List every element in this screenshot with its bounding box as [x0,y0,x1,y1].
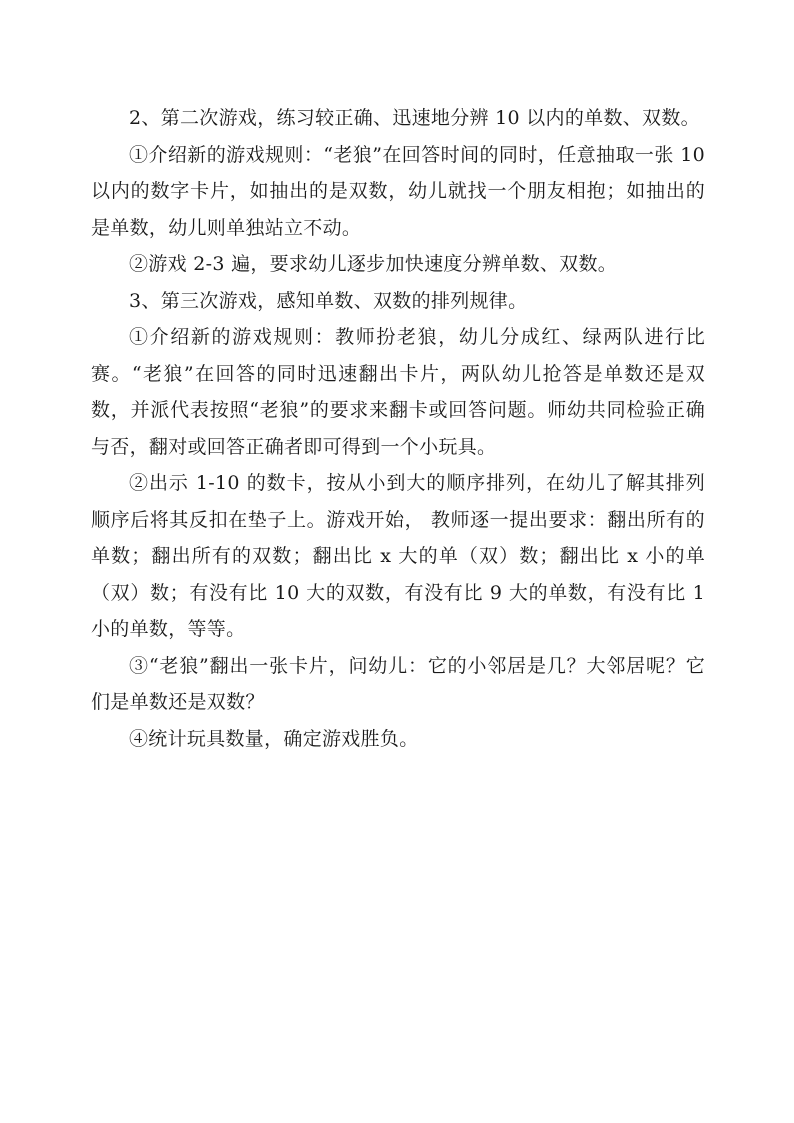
paragraph-second-game: 2、第二次游戏，练习较正确、迅速地分辨 10 以内的单数、双数。 [129,107,700,129]
document-body [91,100,705,757]
paragraph-repeat-game: ②游戏 2-3 遍，要求幼儿逐步加快速度分辨单数、双数。 [129,253,618,275]
paragraph-neighbors: ③“老狼”翻出一张卡片，问幼儿：它的小邻居是几？大邻居呢？它们是单数还是双数？ [91,654,705,713]
paragraph-rule-1: ①介绍新的游戏规则：“老狼”在回答时间的同时，任意抽取一张 10 以内的数字卡片，如抽出的是双数，幼儿就找一个朋友相抱；如抽出的是单数，幼儿则单独站立不动。 [91,143,705,239]
paragraph-count-toys: ④统计玩具数量，确定游戏胜负。 [129,727,419,750]
paragraph-rule-2: ①介绍新的游戏规则：教师扮老狼，幼儿分成红、绿两队进行比赛。“老狼”在回答的同时迅速翻出卡片，两队幼儿抢答是单数还是双数，并派代表按照“老狼”的要求来翻卡或回答问题。师幼共同检验正确与否，翻对或回答正确者即可得到一个小玩具。 [91,326,705,458]
paragraph-third-game: 3、第三次游戏，感知单数、双数的排列规律。 [129,289,528,312]
paragraph-number-cards: ②出示 1-10 的数卡，按从小到大的顺序排列，在幼儿了解其排列顺序后将其反扣在垫子上。游戏开始， 教师逐一提出要求：翻出所有的单数；翻出所有的双数；翻出比 x 大的单（双）数；翻出比 x 小的单（双）数；有没有比 10 大的双数，有没有比 9 大的单数，有没有比 1 小的单数，等等。 [91,472,705,640]
